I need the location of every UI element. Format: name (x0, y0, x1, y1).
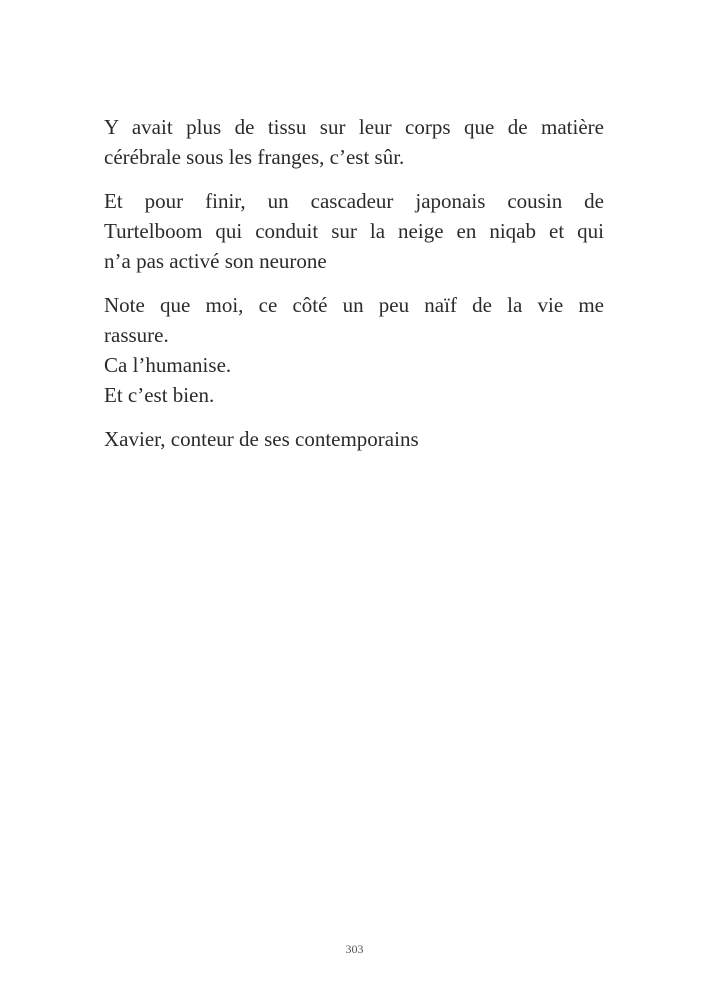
text-line: cérébrale sous les franges, c’est sûr. (104, 145, 405, 169)
text-line: Y avait plus de tissu sur leur corps que de matière (104, 115, 604, 139)
text-line: n’a pas activé son neurone (104, 249, 327, 273)
paragraph-3 (104, 290, 604, 410)
text-line: Note que moi, ce côté un peu naïf de la vie me (104, 293, 604, 317)
paragraph-2 (104, 186, 604, 276)
text-line: Et pour finir, un cascadeur japonais cousin de (104, 189, 604, 213)
page-number: 303 (345, 942, 364, 956)
text-line: Et c’est bien. (104, 383, 215, 407)
text-line: Xavier, conteur de ses contemporains (104, 427, 419, 451)
body-text (104, 112, 604, 468)
text-line: rassure. (104, 323, 169, 347)
signature-paragraph (104, 424, 604, 454)
text-line: Ca l’humanise. (104, 353, 232, 377)
text-line: Turtelboom qui conduit sur la neige en niqab et qui (104, 219, 604, 243)
paragraph-1 (104, 112, 604, 172)
